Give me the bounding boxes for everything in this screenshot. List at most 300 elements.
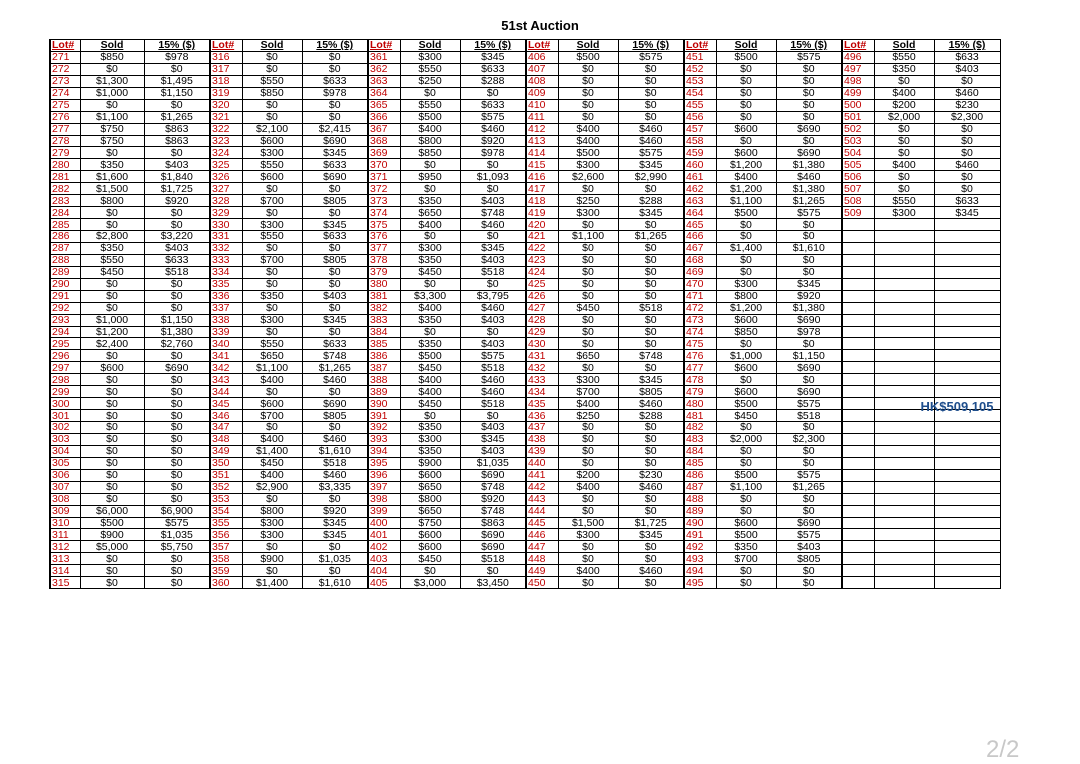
premium-amount: $0 (302, 242, 368, 254)
sold-amount: $3,000 (400, 577, 460, 589)
sold-amount: $0 (874, 171, 934, 183)
sold-amount: $600 (400, 469, 460, 481)
lot-number: 397 (368, 481, 400, 493)
premium-amount: $0 (618, 362, 684, 374)
premium-amount: $460 (460, 123, 526, 135)
premium-column-header: 15% ($) (776, 40, 842, 52)
sold-amount: $0 (558, 362, 618, 374)
sold-amount: $400 (242, 469, 302, 481)
premium-amount: $1,725 (144, 183, 210, 195)
sold-amount: $0 (242, 422, 302, 434)
lot-number: 376 (368, 231, 400, 243)
premium-amount: $690 (776, 123, 842, 135)
premium-amount: $403 (460, 445, 526, 457)
premium-amount: $0 (934, 147, 1000, 159)
lot-number: 310 (50, 517, 80, 529)
lot-number: 356 (210, 529, 242, 541)
lot-number: 311 (50, 529, 80, 541)
lot-number: 441 (526, 469, 558, 481)
lot-number: 297 (50, 362, 80, 374)
lot-number: 292 (50, 302, 80, 314)
sold-amount: $500 (716, 207, 776, 219)
lot-column-header: Lot# (842, 40, 874, 52)
empty-cell (874, 290, 934, 302)
table-row (50, 159, 1000, 171)
sold-column-header: Sold (874, 40, 934, 52)
lot-number: 467 (684, 242, 716, 254)
lot-number: 471 (684, 290, 716, 302)
premium-amount: $1,610 (302, 445, 368, 457)
premium-amount: $460 (302, 433, 368, 445)
premium-amount: $575 (776, 51, 842, 63)
lot-number: 322 (210, 123, 242, 135)
lot-number: 403 (368, 553, 400, 565)
sold-amount: $350 (80, 159, 144, 171)
lot-number: 360 (210, 577, 242, 589)
empty-cell (874, 517, 934, 529)
premium-amount: $1,265 (776, 481, 842, 493)
premium-amount: $0 (302, 51, 368, 63)
lot-number: 274 (50, 87, 80, 99)
lot-number: 393 (368, 433, 400, 445)
lot-number: 452 (684, 63, 716, 75)
premium-amount: $0 (302, 207, 368, 219)
lot-number: 389 (368, 386, 400, 398)
sold-amount: $300 (400, 51, 460, 63)
empty-cell (874, 553, 934, 565)
sold-amount: $350 (242, 290, 302, 302)
lot-number: 435 (526, 398, 558, 410)
premium-amount: $460 (776, 171, 842, 183)
lot-number: 499 (842, 87, 874, 99)
lot-number: 451 (684, 51, 716, 63)
lot-number: 300 (50, 398, 80, 410)
table-row (50, 254, 1000, 266)
table-row (50, 231, 1000, 243)
sold-amount: $600 (80, 362, 144, 374)
empty-cell (934, 231, 1000, 243)
empty-cell (934, 314, 1000, 326)
sold-amount: $800 (242, 505, 302, 517)
premium-amount: $518 (618, 302, 684, 314)
sold-amount: $0 (558, 266, 618, 278)
sold-amount: $0 (716, 75, 776, 87)
sold-amount: $0 (558, 87, 618, 99)
lot-number: 381 (368, 290, 400, 302)
sold-amount: $450 (400, 266, 460, 278)
sold-amount: $1,400 (716, 242, 776, 254)
table-row (50, 75, 1000, 87)
sold-amount: $500 (80, 517, 144, 529)
premium-amount: $0 (776, 75, 842, 87)
premium-amount: $0 (618, 219, 684, 231)
sold-amount: $600 (716, 362, 776, 374)
empty-cell (842, 457, 874, 469)
premium-amount: $978 (776, 326, 842, 338)
premium-amount: $0 (618, 278, 684, 290)
sold-amount: $700 (242, 254, 302, 266)
lot-number: 402 (368, 541, 400, 553)
lot-number: 390 (368, 398, 400, 410)
premium-amount: $0 (460, 183, 526, 195)
lot-number: 324 (210, 147, 242, 159)
table-row (50, 171, 1000, 183)
sold-amount: $1,200 (716, 183, 776, 195)
empty-cell (934, 565, 1000, 577)
lot-number: 277 (50, 123, 80, 135)
premium-amount: $575 (776, 529, 842, 541)
sold-amount: $0 (80, 350, 144, 362)
sold-amount: $750 (400, 517, 460, 529)
table-row (50, 278, 1000, 290)
sold-amount: $0 (558, 433, 618, 445)
premium-amount: $345 (618, 207, 684, 219)
lot-number: 340 (210, 338, 242, 350)
sold-amount: $400 (558, 123, 618, 135)
premium-amount: $345 (618, 529, 684, 541)
lot-number: 344 (210, 386, 242, 398)
empty-cell (874, 278, 934, 290)
sold-amount: $2,900 (242, 481, 302, 493)
premium-amount: $0 (144, 565, 210, 577)
sold-amount: $250 (558, 410, 618, 422)
sold-amount: $0 (80, 410, 144, 422)
premium-amount: $0 (618, 266, 684, 278)
empty-cell (842, 398, 874, 410)
premium-amount: $575 (460, 111, 526, 123)
sold-amount: $0 (716, 338, 776, 350)
lot-number: 475 (684, 338, 716, 350)
premium-amount: $0 (776, 63, 842, 75)
lot-number: 307 (50, 481, 80, 493)
sold-amount: $0 (874, 147, 934, 159)
sold-amount: $1,500 (80, 183, 144, 195)
sold-amount: $550 (874, 195, 934, 207)
premium-amount: $518 (144, 266, 210, 278)
sold-amount: $0 (716, 111, 776, 123)
table-row (50, 350, 1000, 362)
premium-amount: $345 (460, 433, 526, 445)
premium-amount: $0 (618, 290, 684, 302)
lot-number: 358 (210, 553, 242, 565)
lot-number: 301 (50, 410, 80, 422)
sold-amount: $600 (716, 123, 776, 135)
sold-amount: $300 (558, 374, 618, 386)
empty-cell (934, 553, 1000, 565)
sold-amount: $450 (400, 398, 460, 410)
table-row (50, 505, 1000, 517)
lot-number: 332 (210, 242, 242, 254)
premium-amount: $0 (144, 493, 210, 505)
lot-number: 470 (684, 278, 716, 290)
sold-amount: $0 (558, 541, 618, 553)
lot-number: 486 (684, 469, 716, 481)
premium-amount: $0 (618, 553, 684, 565)
premium-amount: $345 (460, 242, 526, 254)
sold-amount: $0 (80, 99, 144, 111)
auction-results-table (49, 39, 1001, 589)
empty-cell (934, 481, 1000, 493)
premium-amount: $0 (776, 422, 842, 434)
sold-column-header: Sold (80, 40, 144, 52)
sold-column-header: Sold (400, 40, 460, 52)
premium-amount: $0 (776, 266, 842, 278)
premium-amount: $345 (302, 147, 368, 159)
premium-amount: $0 (302, 493, 368, 505)
empty-cell (842, 422, 874, 434)
lot-number: 314 (50, 565, 80, 577)
sold-amount: $0 (716, 374, 776, 386)
sold-amount: $0 (242, 207, 302, 219)
sold-amount: $0 (716, 254, 776, 266)
lot-number: 278 (50, 135, 80, 147)
lot-number: 501 (842, 111, 874, 123)
premium-amount: $0 (618, 87, 684, 99)
sold-amount: $0 (400, 326, 460, 338)
lot-number: 468 (684, 254, 716, 266)
empty-cell (842, 481, 874, 493)
premium-amount: $690 (144, 362, 210, 374)
lot-number: 409 (526, 87, 558, 99)
sold-amount: $0 (874, 135, 934, 147)
empty-cell (874, 254, 934, 266)
sold-amount: $0 (558, 63, 618, 75)
premium-amount: $805 (302, 254, 368, 266)
premium-amount: $0 (302, 99, 368, 111)
premium-amount: $978 (302, 87, 368, 99)
premium-amount: $2,760 (144, 338, 210, 350)
lot-number: 447 (526, 541, 558, 553)
empty-cell (934, 362, 1000, 374)
premium-amount: $575 (144, 517, 210, 529)
premium-amount: $518 (302, 457, 368, 469)
lot-number: 333 (210, 254, 242, 266)
sold-amount: $0 (558, 457, 618, 469)
premium-column-header: 15% ($) (144, 40, 210, 52)
lot-number: 495 (684, 577, 716, 589)
sold-amount: $1,400 (242, 577, 302, 589)
sold-amount: $600 (716, 147, 776, 159)
sold-amount: $200 (874, 99, 934, 111)
lot-number: 315 (50, 577, 80, 589)
lot-number: 348 (210, 433, 242, 445)
lot-number: 354 (210, 505, 242, 517)
lot-number: 339 (210, 326, 242, 338)
sold-amount: $0 (242, 493, 302, 505)
lot-number: 500 (842, 99, 874, 111)
sold-column-header: Sold (242, 40, 302, 52)
premium-amount: $403 (460, 338, 526, 350)
sold-amount: $0 (242, 326, 302, 338)
lot-number: 440 (526, 457, 558, 469)
empty-cell (842, 433, 874, 445)
lot-number: 493 (684, 553, 716, 565)
lot-number: 343 (210, 374, 242, 386)
lot-number: 325 (210, 159, 242, 171)
lot-number: 485 (684, 457, 716, 469)
premium-amount: $575 (460, 350, 526, 362)
table-row (50, 565, 1000, 577)
premium-amount: $1,265 (776, 195, 842, 207)
lot-number: 491 (684, 529, 716, 541)
sold-amount: $800 (80, 195, 144, 207)
sold-amount: $0 (80, 445, 144, 457)
lot-number: 504 (842, 147, 874, 159)
sold-amount: $0 (558, 505, 618, 517)
sold-amount: $3,300 (400, 290, 460, 302)
sold-amount: $0 (716, 457, 776, 469)
sold-amount: $0 (558, 553, 618, 565)
lot-number: 372 (368, 183, 400, 195)
premium-amount: $0 (618, 541, 684, 553)
grand-total: HK$509,105 (920, 399, 994, 414)
empty-cell (874, 219, 934, 231)
lot-number: 429 (526, 326, 558, 338)
sold-amount: $400 (400, 374, 460, 386)
premium-amount: $633 (934, 51, 1000, 63)
lot-number: 309 (50, 505, 80, 517)
lot-number: 362 (368, 63, 400, 75)
sold-amount: $300 (558, 159, 618, 171)
premium-amount: $403 (776, 541, 842, 553)
sold-amount: $700 (558, 386, 618, 398)
table-row (50, 445, 1000, 457)
sold-amount: $300 (242, 147, 302, 159)
empty-cell (842, 445, 874, 457)
sold-amount: $550 (242, 159, 302, 171)
sold-amount: $0 (400, 565, 460, 577)
sold-amount: $250 (558, 195, 618, 207)
premium-amount: $288 (618, 195, 684, 207)
lot-number: 492 (684, 541, 716, 553)
premium-amount: $1,265 (618, 231, 684, 243)
sold-amount: $0 (716, 445, 776, 457)
sold-amount: $550 (242, 231, 302, 243)
lot-number: 406 (526, 51, 558, 63)
lot-number: 479 (684, 386, 716, 398)
premium-amount: $863 (144, 123, 210, 135)
sold-amount: $400 (400, 302, 460, 314)
lot-number: 395 (368, 457, 400, 469)
empty-cell (934, 433, 1000, 445)
premium-amount: $1,610 (776, 242, 842, 254)
sold-amount: $600 (400, 541, 460, 553)
lot-number: 503 (842, 135, 874, 147)
lot-number: 290 (50, 278, 80, 290)
lot-number: 507 (842, 183, 874, 195)
premium-column-header: 15% ($) (302, 40, 368, 52)
lot-number: 369 (368, 147, 400, 159)
lot-number: 448 (526, 553, 558, 565)
lot-number: 370 (368, 159, 400, 171)
lot-number: 355 (210, 517, 242, 529)
lot-number: 323 (210, 135, 242, 147)
premium-amount: $748 (302, 350, 368, 362)
premium-amount: $460 (934, 159, 1000, 171)
sold-amount: $550 (874, 51, 934, 63)
table-row (50, 290, 1000, 302)
empty-cell (874, 505, 934, 517)
empty-cell (934, 422, 1000, 434)
empty-cell (874, 529, 934, 541)
sold-amount: $650 (242, 350, 302, 362)
premium-amount: $690 (776, 386, 842, 398)
lot-number: 474 (684, 326, 716, 338)
empty-cell (842, 290, 874, 302)
empty-cell (874, 314, 934, 326)
sold-amount: $350 (400, 195, 460, 207)
sold-amount: $0 (558, 242, 618, 254)
sold-amount: $1,600 (80, 171, 144, 183)
lot-column-header: Lot# (50, 40, 80, 52)
premium-amount: $0 (144, 147, 210, 159)
lot-number: 458 (684, 135, 716, 147)
empty-cell (842, 577, 874, 589)
lot-number: 334 (210, 266, 242, 278)
sold-amount: $0 (80, 469, 144, 481)
lot-number: 478 (684, 374, 716, 386)
lot-number: 398 (368, 493, 400, 505)
lot-number: 464 (684, 207, 716, 219)
table-row (50, 123, 1000, 135)
premium-amount: $230 (934, 99, 1000, 111)
empty-cell (934, 493, 1000, 505)
premium-amount: $633 (934, 195, 1000, 207)
sold-amount: $0 (716, 99, 776, 111)
empty-cell (842, 338, 874, 350)
premium-amount: $6,900 (144, 505, 210, 517)
lot-number: 462 (684, 183, 716, 195)
premium-amount: $518 (460, 398, 526, 410)
premium-amount: $345 (302, 517, 368, 529)
sold-amount: $2,100 (242, 123, 302, 135)
sold-amount: $0 (716, 231, 776, 243)
sold-amount: $0 (716, 63, 776, 75)
empty-cell (934, 386, 1000, 398)
premium-amount: $690 (460, 529, 526, 541)
premium-column-header: 15% ($) (934, 40, 1000, 52)
sold-amount: $650 (558, 350, 618, 362)
lot-number: 306 (50, 469, 80, 481)
premium-amount: $0 (144, 469, 210, 481)
sold-amount: $0 (242, 266, 302, 278)
premium-amount: $690 (460, 469, 526, 481)
premium-amount: $0 (460, 565, 526, 577)
sold-amount: $600 (242, 398, 302, 410)
premium-amount: $575 (618, 147, 684, 159)
empty-cell (874, 362, 934, 374)
sold-amount: $900 (80, 529, 144, 541)
premium-amount: $403 (460, 195, 526, 207)
sold-amount: $0 (242, 565, 302, 577)
sold-amount: $0 (80, 481, 144, 493)
sold-amount: $350 (400, 314, 460, 326)
sold-amount: $0 (558, 75, 618, 87)
premium-amount: $403 (460, 314, 526, 326)
sold-amount: $300 (242, 529, 302, 541)
lot-number: 480 (684, 398, 716, 410)
lot-number: 506 (842, 171, 874, 183)
empty-cell (842, 493, 874, 505)
sold-amount: $400 (716, 171, 776, 183)
sold-amount: $950 (400, 171, 460, 183)
page-title: 51st Auction (501, 18, 579, 33)
lot-number: 420 (526, 219, 558, 231)
premium-amount: $345 (302, 219, 368, 231)
premium-amount: $1,840 (144, 171, 210, 183)
premium-amount: $575 (618, 51, 684, 63)
premium-amount: $0 (776, 505, 842, 517)
